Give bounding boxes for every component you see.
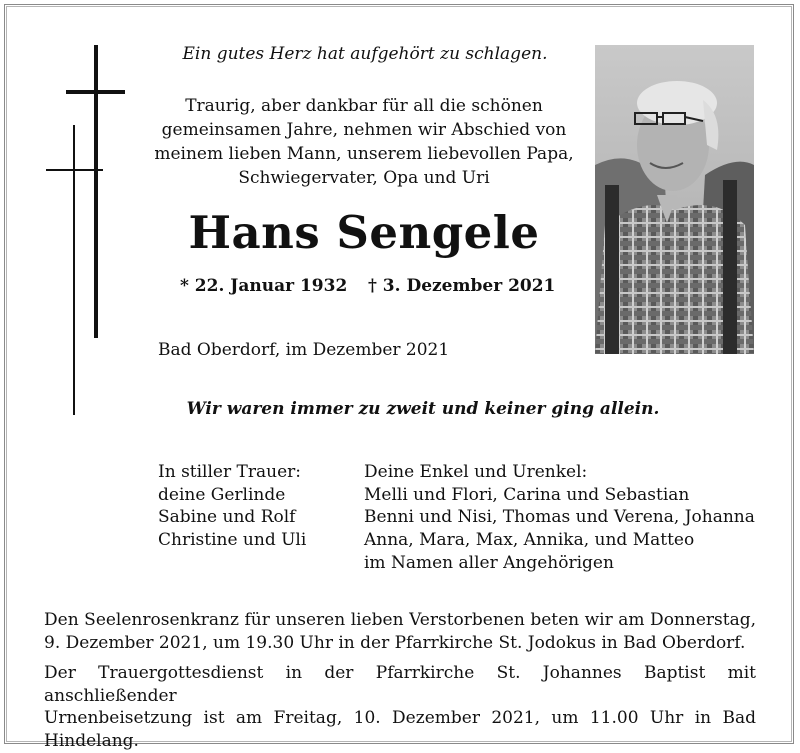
- intro-line: meinem lieben Mann, unserem liebevollen Papa,: [154, 144, 574, 164]
- rosary-line-1: Den Seelenrosenkranz für unseren lieben Verstorbenen beten wir am Donnerstag,: [44, 610, 756, 630]
- place-date: Bad Oberdorf, im Dezember 2021: [158, 340, 450, 360]
- portrait-image: [595, 45, 754, 354]
- rosary-note: [44, 609, 756, 654]
- mourner-line: Christine und Uli: [158, 530, 307, 551]
- rosary-line-2: 9. Dezember 2021, um 19.30 Uhr in der Pfarrkirche St. Jodokus in Bad Oberdorf.: [44, 632, 746, 653]
- intro-text: [148, 94, 580, 190]
- mourner-line: Melli und Flori, Carina und Sebastian: [364, 484, 690, 505]
- cross-large-vertical: [94, 45, 98, 338]
- service-line-1: Der Trauergottesdienst in der Pfarrkirche St. Johannes Baptist mit anschließender: [44, 663, 756, 706]
- intro-line: Schwiegervater, Opa und Uri: [238, 168, 490, 188]
- birth-date: * 22. Januar 1932: [180, 276, 348, 296]
- quote: Wir waren immer zu zweit und keiner ging allein.: [186, 399, 660, 419]
- mourner-line: im Namen aller Angehörigen: [364, 552, 614, 573]
- service-note: [44, 662, 756, 753]
- mourner-line: Sabine und Rolf: [158, 507, 296, 528]
- mourners-family: [158, 461, 306, 552]
- mourner-line: Benni und Nisi, Thomas und Verena, Johanna: [364, 507, 755, 528]
- death-date: † 3. Dezember 2021: [368, 276, 556, 296]
- mourner-line: deine Gerlinde: [158, 484, 286, 505]
- cross-small-horizontal: [46, 169, 103, 171]
- mourner-line: Anna, Mara, Max, Annika, und Matteo: [364, 530, 695, 551]
- mourner-line: In stiller Trauer:: [158, 462, 301, 482]
- mourners-grandchildren: [364, 461, 755, 575]
- cross-large-horizontal: [66, 90, 125, 94]
- deceased-name: Hans Sengele: [188, 206, 540, 259]
- portrait-photo: [595, 45, 754, 354]
- motto: Ein gutes Herz hat aufgehört zu schlagen.: [182, 44, 548, 64]
- intro-line: gemeinsamen Jahre, nehmen wir Abschied von: [161, 120, 567, 140]
- intro-line: Traurig, aber dankbar für all die schönen: [185, 96, 543, 116]
- service-line-2: Urnenbeisetzung ist am Freitag, 10. Dezember 2021, um 11.00 Uhr in Bad Hindelang.: [44, 708, 756, 752]
- mourner-line: Deine Enkel und Urenkel:: [364, 462, 588, 482]
